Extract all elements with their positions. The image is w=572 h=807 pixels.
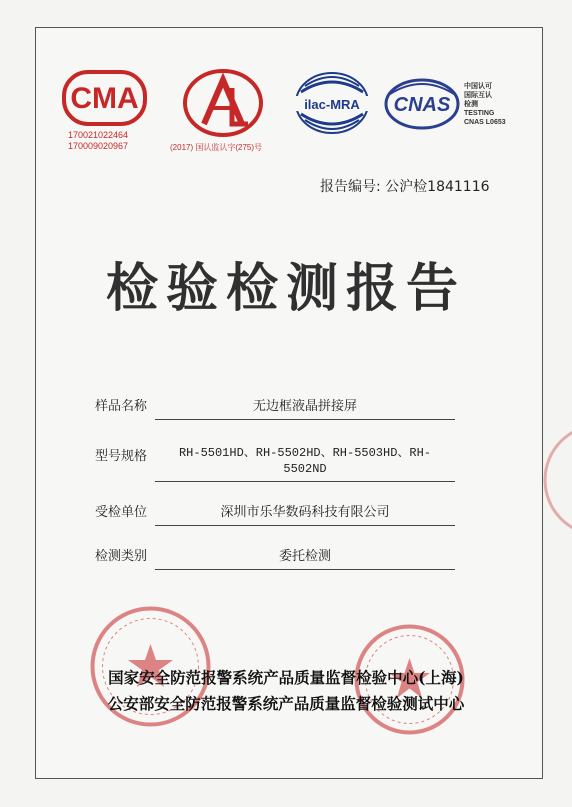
field-label: 检测类别 [95,549,148,564]
field-value: 委托检测 [155,549,455,570]
issuer-line-1: 国家安全防范报警系统产品质量监督检验中心(上海) [108,668,464,687]
issuing-organizations [0,665,572,717]
sample-info-table [95,380,455,574]
field-label: 样品名称 [95,399,148,414]
field-label: 型号规格 [95,449,148,464]
field-value: 无边框液晶拼接屏 [155,399,455,420]
cma-logo-icon [62,70,147,126]
field-row-sample-name [95,380,455,424]
field-value: 深圳市乐华数码科技有限公司 [155,505,455,526]
field-value [155,445,455,482]
svg-text:CNAS: CNAS [393,94,451,116]
report-number: 报告编号: 公沪检1841116 [320,179,490,195]
report-title: 检验检测报告 [105,258,466,319]
field-row-inspected-unit [95,486,455,530]
model-line-2: 5502ND [283,462,327,476]
accreditation-logos [0,0,572,170]
svg-text:ilac-MRA: ilac-MRA [304,97,360,112]
issuer-line-2: 公安部安全防范报警系统产品质量监督检验测试中心 [107,694,465,713]
svg-text:CMA: CMA [70,82,139,115]
cal-logo-icon [182,68,264,138]
field-row-model [95,424,455,486]
cma-codes: 170021022464 170009020967 [68,130,129,151]
red-seal-edge-icon [540,420,572,540]
model-line-1: RH-5501HD、RH-5502HD、RH-5503HD、RH- [178,446,432,460]
cnas-logo-icon [384,78,460,130]
ilac-mra-logo-icon [287,68,377,138]
cal-caption: (2017) 国认监认字(275)号 [170,143,263,152]
field-label: 受检单位 [95,505,148,520]
field-row-test-category [95,530,455,574]
cnas-side-text: 中国认可 国际互认 检测 TESTING CNAS L0653 [464,83,506,126]
